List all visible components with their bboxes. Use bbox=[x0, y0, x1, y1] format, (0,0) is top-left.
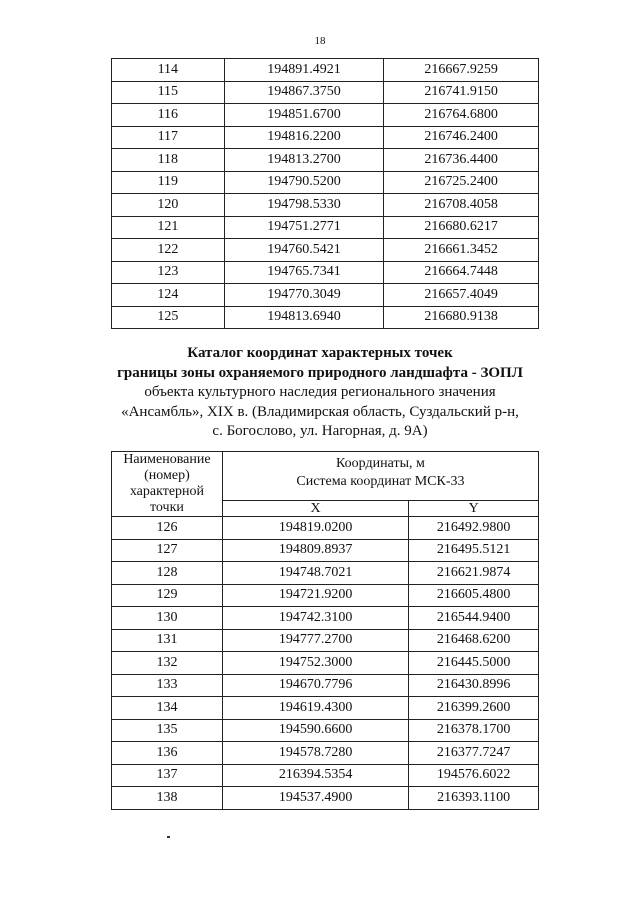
x-coordinate-cell: 194809.8937 bbox=[222, 539, 408, 562]
table-row bbox=[112, 306, 539, 329]
table-body bbox=[112, 59, 539, 329]
table-row bbox=[112, 787, 539, 810]
point-name-header-line: характерной bbox=[129, 484, 205, 499]
point-number-cell: 127 bbox=[112, 539, 223, 562]
table-row bbox=[112, 629, 539, 652]
y-coordinate-cell: 216680.6217 bbox=[384, 216, 539, 239]
y-coordinate-cell: 194576.6022 bbox=[409, 764, 539, 787]
table-row bbox=[112, 216, 539, 239]
x-coordinate-cell: 194813.6940 bbox=[224, 306, 384, 329]
table-row bbox=[112, 59, 539, 82]
page-number: 18 bbox=[314, 35, 326, 47]
point-number-cell: 122 bbox=[112, 239, 225, 262]
coordinates-table-continued bbox=[111, 58, 539, 329]
table-row bbox=[112, 539, 539, 562]
y-coordinate-cell: 216667.9259 bbox=[384, 59, 539, 82]
table-row bbox=[112, 81, 539, 104]
point-name-header-line: Наименование bbox=[123, 452, 211, 467]
table-row bbox=[112, 719, 539, 742]
y-coordinate-cell: 216746.2400 bbox=[384, 126, 539, 149]
point-number-cell: 133 bbox=[112, 674, 223, 697]
table-row bbox=[112, 171, 539, 194]
table-row bbox=[112, 194, 539, 217]
point-number-cell: 137 bbox=[112, 764, 223, 787]
coordinates-header bbox=[222, 452, 538, 501]
stray-mark bbox=[167, 836, 170, 838]
x-coordinate-cell: 194748.7021 bbox=[222, 562, 408, 585]
point-number-cell: 118 bbox=[112, 149, 225, 172]
point-number-cell: 135 bbox=[112, 719, 223, 742]
x-coordinate-cell: 194751.2771 bbox=[224, 216, 384, 239]
x-coordinate-cell: 194816.2200 bbox=[224, 126, 384, 149]
table-row bbox=[112, 764, 539, 787]
heading-line-3: объекта культурного наследия регионального значения bbox=[144, 384, 496, 400]
x-coordinate-cell: 194790.5200 bbox=[224, 171, 384, 194]
coordinates-header-line-1: Координаты, м bbox=[336, 456, 425, 471]
table-row bbox=[112, 742, 539, 765]
point-number-cell: 136 bbox=[112, 742, 223, 765]
point-number-cell: 117 bbox=[112, 126, 225, 149]
y-coordinate-cell: 216492.9800 bbox=[409, 517, 539, 540]
y-coordinate-cell: 216605.4800 bbox=[409, 584, 539, 607]
point-number-cell: 128 bbox=[112, 562, 223, 585]
x-coordinate-cell: 194813.2700 bbox=[224, 149, 384, 172]
table-row bbox=[112, 674, 539, 697]
x-coordinate-cell: 216394.5354 bbox=[222, 764, 408, 787]
y-coordinate-cell: 216661.3452 bbox=[384, 239, 539, 262]
point-name-header bbox=[112, 452, 223, 517]
point-number-cell: 134 bbox=[112, 697, 223, 720]
x-coordinate-cell: 194798.5330 bbox=[224, 194, 384, 217]
y-coordinate-cell: 216393.1100 bbox=[409, 787, 539, 810]
table-row bbox=[112, 104, 539, 127]
x-coordinate-cell: 194578.7280 bbox=[222, 742, 408, 765]
table-row bbox=[112, 261, 539, 284]
coordinates-header-line-2: Система координат МСК-33 bbox=[296, 474, 465, 489]
y-coordinate-cell: 216764.6800 bbox=[384, 104, 539, 127]
point-number-cell: 129 bbox=[112, 584, 223, 607]
point-number-cell: 116 bbox=[112, 104, 225, 127]
y-coordinate-cell: 216430.8996 bbox=[409, 674, 539, 697]
y-coordinate-cell: 216741.9150 bbox=[384, 81, 539, 104]
point-number-cell: 115 bbox=[112, 81, 225, 104]
point-number-cell: 119 bbox=[112, 171, 225, 194]
x-column-header: X bbox=[222, 501, 408, 517]
y-coordinate-cell: 216657.4049 bbox=[384, 284, 539, 307]
y-coordinate-cell: 216495.5121 bbox=[409, 539, 539, 562]
catalog-heading bbox=[0, 344, 640, 442]
table-row bbox=[112, 584, 539, 607]
y-coordinate-cell: 216621.9874 bbox=[409, 562, 539, 585]
y-coordinate-cell: 216664.7448 bbox=[384, 261, 539, 284]
x-coordinate-cell: 194619.4300 bbox=[222, 697, 408, 720]
table-row bbox=[112, 607, 539, 630]
heading-line-5: с. Богослово, ул. Нагорная, д. 9А) bbox=[212, 423, 428, 439]
point-number-cell: 131 bbox=[112, 629, 223, 652]
x-coordinate-cell: 194590.6600 bbox=[222, 719, 408, 742]
table-body bbox=[112, 517, 539, 810]
y-coordinate-cell: 216736.4400 bbox=[384, 149, 539, 172]
x-coordinate-cell: 194537.4900 bbox=[222, 787, 408, 810]
heading-line-2: границы зоны охраняемого природного ландшафта - ЗОПЛ bbox=[117, 364, 523, 381]
coordinates-table-zopl bbox=[111, 451, 539, 810]
table-row bbox=[112, 239, 539, 262]
y-coordinate-cell: 216468.6200 bbox=[409, 629, 539, 652]
table-row bbox=[112, 652, 539, 675]
x-coordinate-cell: 194752.3000 bbox=[222, 652, 408, 675]
point-number-cell: 126 bbox=[112, 517, 223, 540]
y-coordinate-cell: 216377.7247 bbox=[409, 742, 539, 765]
x-coordinate-cell: 194765.7341 bbox=[224, 261, 384, 284]
point-number-cell: 132 bbox=[112, 652, 223, 675]
y-coordinate-cell: 216680.9138 bbox=[384, 306, 539, 329]
table-row bbox=[112, 284, 539, 307]
point-number-cell: 120 bbox=[112, 194, 225, 217]
y-coordinate-cell: 216445.5000 bbox=[409, 652, 539, 675]
point-number-cell: 138 bbox=[112, 787, 223, 810]
point-name-header-line: (номер) bbox=[144, 468, 190, 483]
heading-line-4: «Ансамбль», XIX в. (Владимирская область, Суздальский р-н, bbox=[121, 403, 519, 420]
point-number-cell: 130 bbox=[112, 607, 223, 630]
table-header bbox=[112, 452, 539, 517]
table-row bbox=[112, 149, 539, 172]
y-column-header: Y bbox=[409, 501, 539, 517]
x-coordinate-cell: 194670.7796 bbox=[222, 674, 408, 697]
table-row bbox=[112, 562, 539, 585]
heading-line-1: Каталог координат характерных точек bbox=[187, 345, 453, 361]
point-number-cell: 121 bbox=[112, 216, 225, 239]
point-number-cell: 123 bbox=[112, 261, 225, 284]
point-name-header-line: точки bbox=[149, 500, 184, 515]
x-coordinate-cell: 194819.0200 bbox=[222, 517, 408, 540]
x-coordinate-cell: 194777.2700 bbox=[222, 629, 408, 652]
y-coordinate-cell: 216725.2400 bbox=[384, 171, 539, 194]
y-coordinate-cell: 216399.2600 bbox=[409, 697, 539, 720]
y-coordinate-cell: 216708.4058 bbox=[384, 194, 539, 217]
x-coordinate-cell: 194891.4921 bbox=[224, 59, 384, 82]
x-coordinate-cell: 194742.3100 bbox=[222, 607, 408, 630]
table-row bbox=[112, 517, 539, 540]
x-coordinate-cell: 194851.6700 bbox=[224, 104, 384, 127]
x-coordinate-cell: 194867.3750 bbox=[224, 81, 384, 104]
y-coordinate-cell: 216544.9400 bbox=[409, 607, 539, 630]
y-coordinate-cell: 216378.1700 bbox=[409, 719, 539, 742]
point-number-cell: 125 bbox=[112, 306, 225, 329]
point-number-cell: 124 bbox=[112, 284, 225, 307]
point-number-cell: 114 bbox=[112, 59, 225, 82]
x-coordinate-cell: 194770.3049 bbox=[224, 284, 384, 307]
table-row bbox=[112, 126, 539, 149]
x-coordinate-cell: 194721.9200 bbox=[222, 584, 408, 607]
table-row bbox=[112, 697, 539, 720]
x-coordinate-cell: 194760.5421 bbox=[224, 239, 384, 262]
